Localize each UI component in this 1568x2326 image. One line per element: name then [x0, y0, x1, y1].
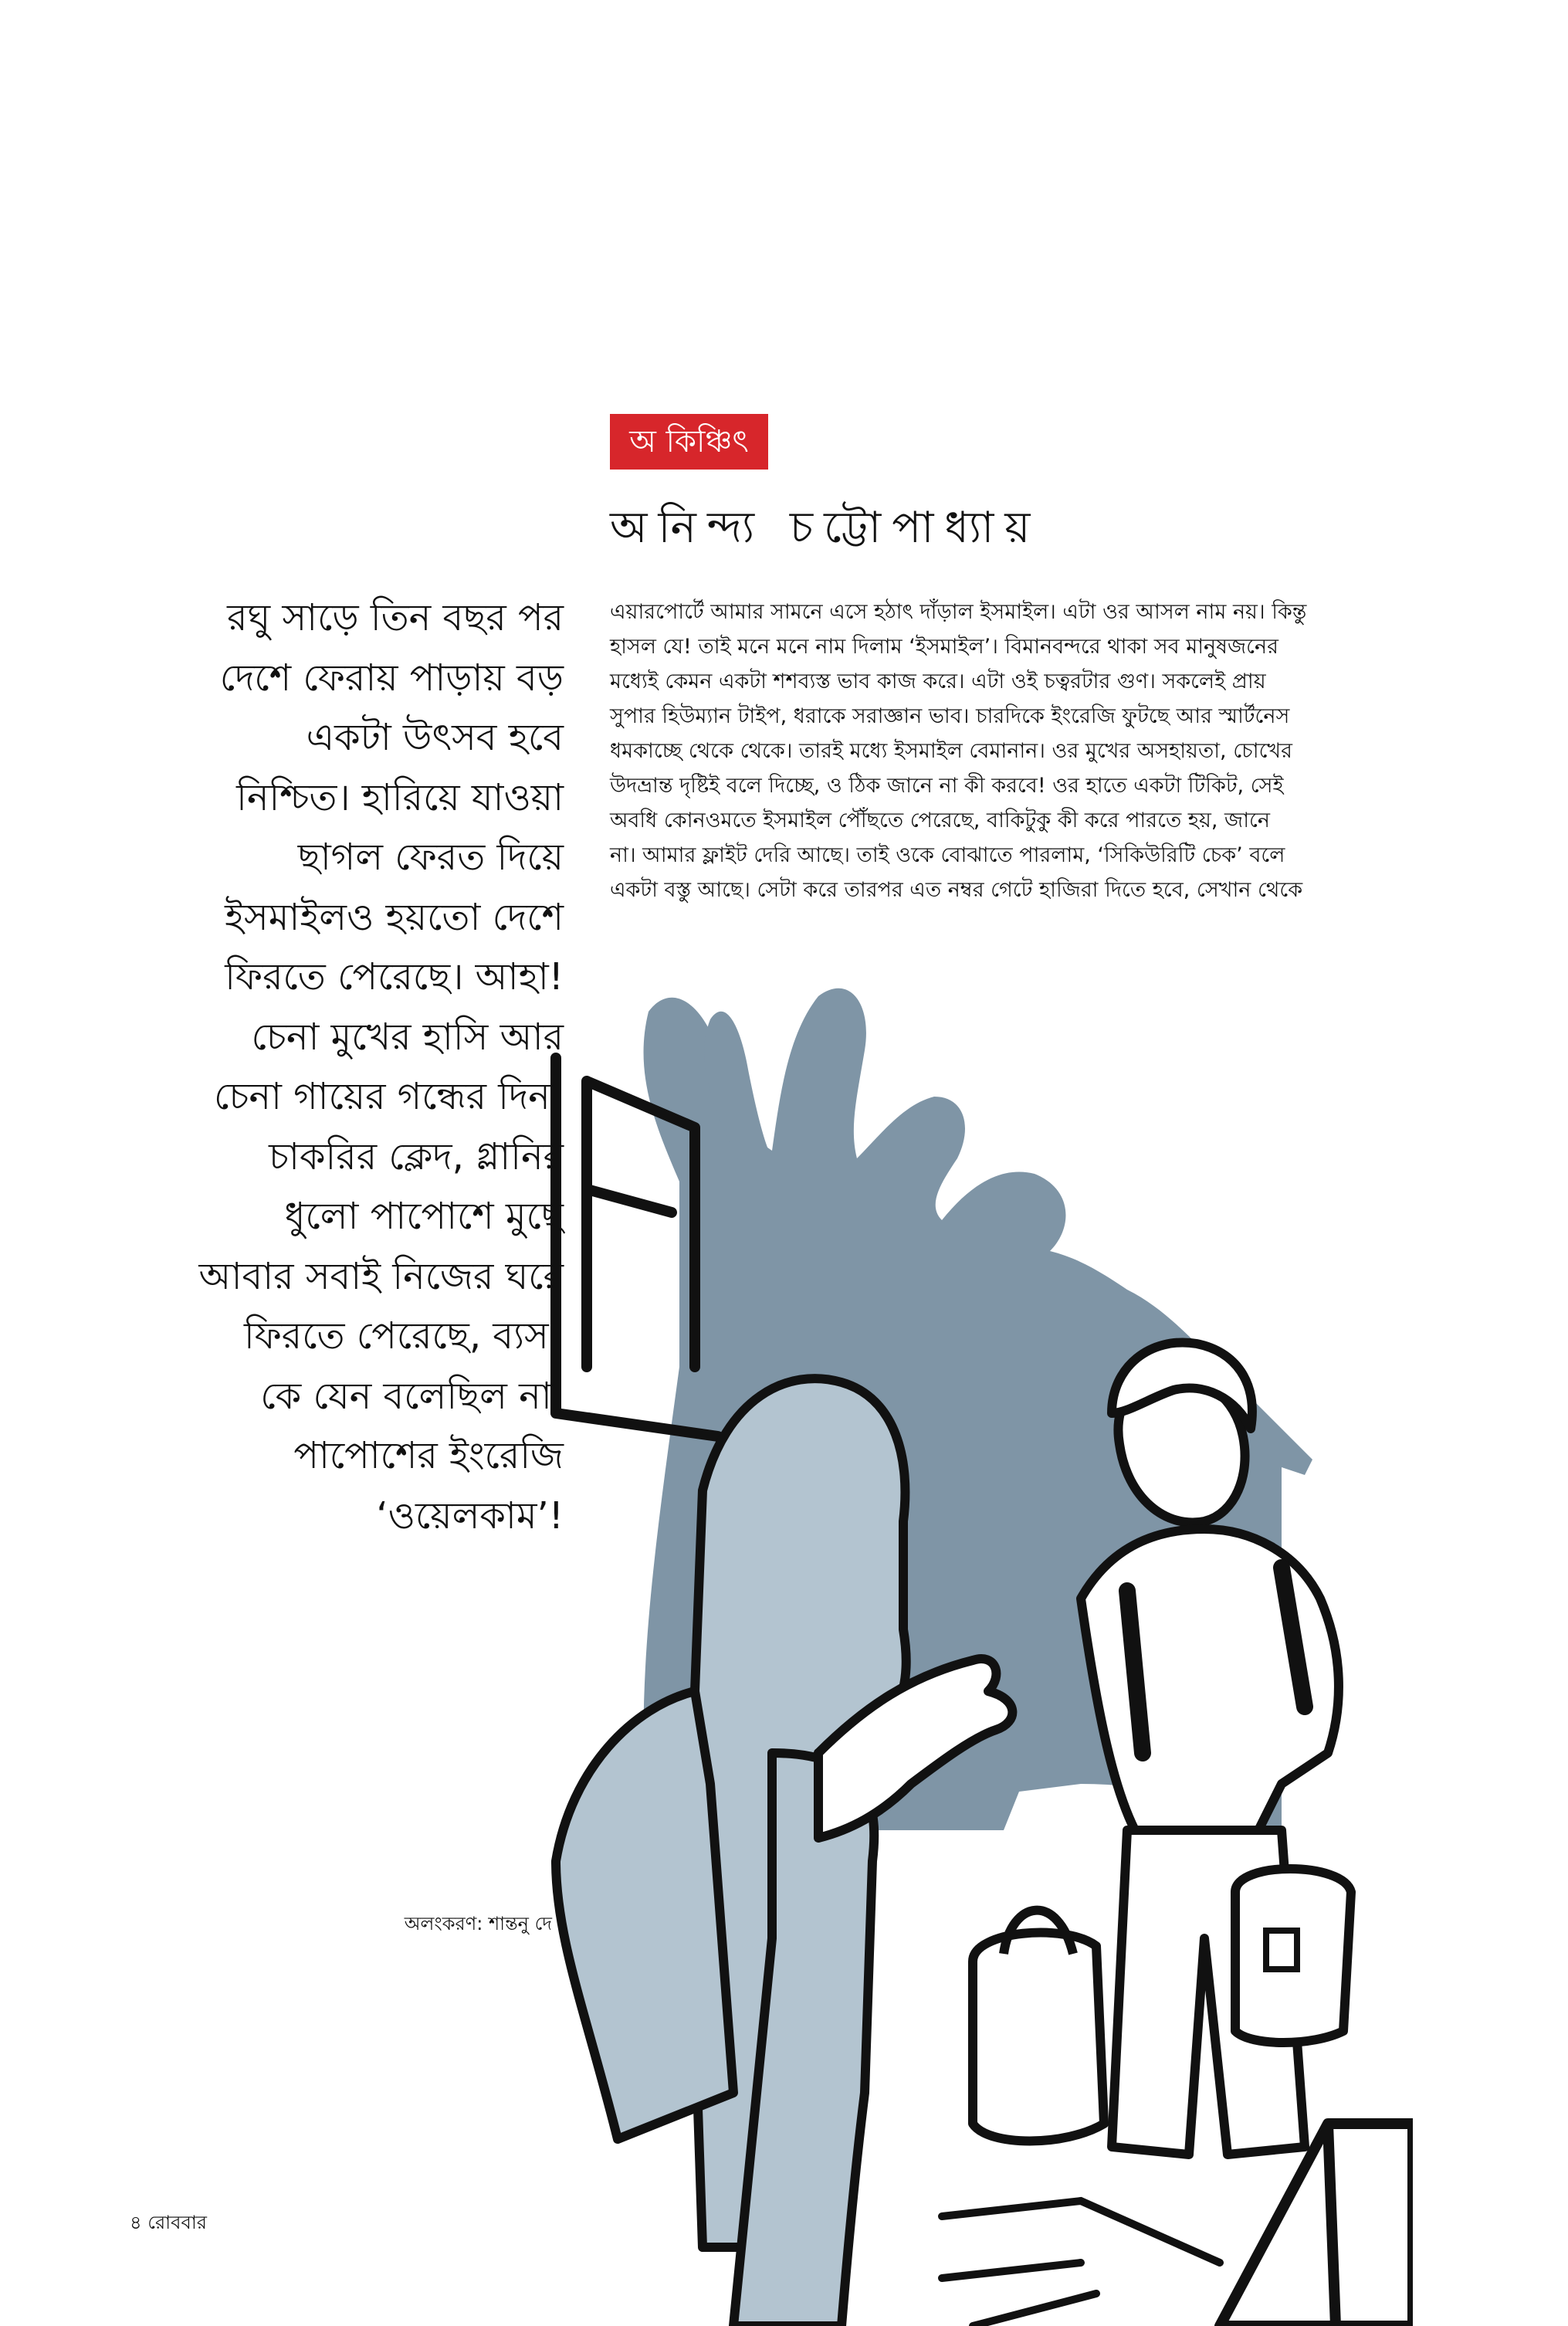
woman-body — [556, 1691, 733, 2139]
pull-quote-line: ফিরতে পেরেছে। আহা! — [225, 955, 564, 999]
pull-quote-line: একটা উৎসব হবে — [306, 716, 564, 759]
pull-quote-line: রঘু সাড়ে তিন বছর পর — [227, 596, 564, 639]
body-line: হাসল যে! তাই মনে মনে নাম দিলাম ‘ইসমাইল’। বিমানবন্দরে থাকা সব মানুষজনের — [610, 635, 1279, 659]
pull-quote-line: কে যেন বলেছিল না, — [260, 1374, 564, 1418]
body-line: এয়ারপোর্টে আমার সামনে এসে হঠাৎ দাঁড়াল ইসমাইল। এটা ওর আসল নাম নয়। কিন্তু — [610, 600, 1307, 624]
body-line: অবধি কোনওমতে ইসমাইল পৌঁছতে পেরেছে, বাকিটুকু কী করে পারতে হয়, জানে — [610, 809, 1270, 832]
suitcase — [973, 1933, 1104, 2141]
illustration-credit: অলংকরণ: শান্তনু দে — [404, 1913, 552, 1934]
body-line: ধমকাচ্ছে থেকে থেকে। তারই মধ্যে ইসমাইল বেমানান। ওর মুখের অসহায়তা, চোখের — [610, 739, 1293, 763]
floor-lines — [942, 2201, 1220, 2326]
article-body — [610, 595, 1436, 907]
bag-tag — [1266, 1931, 1297, 1969]
pull-quote-line: ছাগল ফেরত দিয়ে — [297, 836, 564, 879]
pull-quote-line: চেনা মুখের হাসি আর — [251, 1015, 564, 1059]
body-line: সুপার হিউম্যান টাইপ, ধরাকে সরাজ্ঞান ভাব। চারদিকে ইংরেজি ফুটছে আর স্মার্টনেস — [610, 704, 1290, 728]
body-line: একটা বস্তু আছে। সেটা করে তারপর এত নম্বর গেটে হাজিরা দিতে হবে, সেখান থেকে — [610, 878, 1303, 902]
pull-quote-line: ‘ওয়েলকাম’! — [376, 1494, 564, 1538]
body-line: না। আমার ফ্লাইট দেরি আছে। তাই ওকে বোঝাতে পারলাম, ‘সিকিউরিটি চেক’ বলে — [610, 843, 1285, 867]
pull-quote-line: নিশ্চিত। হারিয়ে যাওয়া — [236, 775, 564, 819]
section-tag: অ কিঞ্চিৎ — [610, 414, 768, 470]
pull-quote-line: পাপোশের ইংরেজি — [293, 1434, 564, 1477]
pull-quote-line: দেশে ফেরায় পাড়ায় বড় — [219, 656, 564, 700]
author-name: অনিন্দ্য চট্টোপাধ্যায় — [610, 503, 1041, 553]
airport-illustration — [540, 934, 1413, 2326]
body-line: উদভ্রান্ত দৃষ্টিই বলে দিচ্ছে, ও ঠিক জানে না কী করবে! ওর হাতে একটা টিকিট, সেই — [610, 774, 1284, 798]
pull-quote-line: ফিরতে পেরেছে, ব্যস! — [244, 1314, 564, 1358]
pull-quote-line: ইসমাইলও হয়তো দেশে — [225, 895, 564, 939]
pull-quote-line: চাকরির ক্লেদ, গ্লানির — [269, 1134, 564, 1178]
pull-quote-line: ধুলো পাপোশে মুছে — [284, 1195, 564, 1238]
pull-quote-line: চেনা গায়ের গন্ধের দিন। — [214, 1075, 564, 1118]
body-line: মধ্যেই কেমন একটা শশব্যস্ত ভাব কাজ করে। এটা ওই চত্বরটার গুণ। সকলেই প্রায় — [610, 670, 1266, 693]
page-footer: ৪ রোববার — [130, 2212, 207, 2233]
pull-quote — [139, 588, 564, 1546]
pull-quote-line: আবার সবাই নিজের ঘরে — [198, 1254, 564, 1298]
